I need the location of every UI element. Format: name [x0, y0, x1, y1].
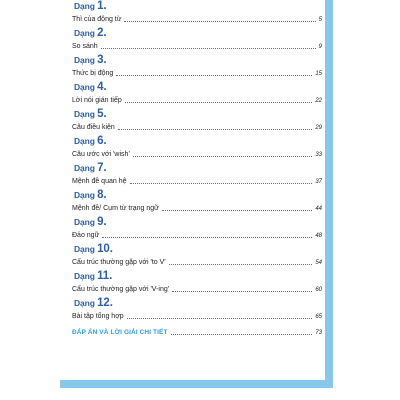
page-number: 9: [318, 44, 322, 50]
page-number: 73: [315, 330, 322, 336]
section-heading: [74, 0, 107, 12]
section-title: Lời nói gián tiếp: [72, 97, 122, 104]
section-number: 12.: [97, 297, 113, 309]
section-title: Đảo ngữ: [72, 232, 100, 239]
toc-entry-1: [72, 0, 322, 27]
section-label: Dạng: [74, 136, 95, 146]
toc-entry-9: [72, 216, 322, 243]
dot-leader: [118, 128, 313, 130]
dot-leader: [127, 317, 313, 319]
toc-entry-7: [72, 162, 322, 189]
section-number: 10.: [97, 243, 113, 255]
dot-leader: [101, 47, 316, 49]
dot-leader: [162, 209, 313, 211]
section-label: Dạng: [74, 271, 95, 281]
section-label: Dạng: [74, 298, 95, 308]
toc-entry-11: [72, 270, 322, 297]
section-label: Dạng: [74, 28, 95, 38]
toc-line[interactable]: [72, 283, 322, 294]
section-heading: [74, 189, 107, 201]
dot-leader: [102, 236, 312, 238]
section-title: Thức bị động: [72, 70, 114, 77]
section-label: Dạng: [74, 217, 95, 227]
toc-entry-8: [72, 189, 322, 216]
section-title: Thì của động từ: [72, 16, 122, 23]
toc-line[interactable]: [72, 94, 322, 105]
section-label: Dạng: [74, 82, 95, 92]
toc-line[interactable]: [72, 256, 322, 267]
section-heading: [74, 297, 113, 309]
dot-leader: [124, 20, 315, 22]
toc-line[interactable]: [72, 175, 322, 186]
toc-line[interactable]: [72, 13, 322, 24]
toc-entry-5: [72, 108, 322, 135]
page-number: 22: [315, 98, 322, 104]
section-number: 8.: [97, 189, 107, 201]
section-label: Dạng: [74, 190, 95, 200]
page-number: 15: [315, 71, 322, 77]
section-title: Câu ước với 'wish': [72, 151, 130, 158]
section-heading: [74, 243, 113, 255]
page-number: 54: [315, 260, 322, 266]
dot-leader: [169, 263, 313, 265]
toc-line[interactable]: [72, 202, 322, 213]
section-number: 3.: [97, 54, 107, 66]
section-number: 6.: [97, 135, 107, 147]
section-number: 5.: [97, 108, 107, 120]
section-label: Dạng: [74, 1, 95, 11]
toc-entry-10: [72, 243, 322, 270]
section-title: So sánh: [72, 43, 98, 50]
section-number: 2.: [97, 27, 107, 39]
section-heading: [74, 270, 112, 282]
dot-leader: [133, 155, 313, 157]
toc-entry-answers: [72, 326, 322, 340]
section-label: Dạng: [74, 244, 95, 254]
section-title: Mệnh đề quan hệ: [72, 178, 127, 185]
section-heading: [74, 27, 107, 39]
section-label: Dạng: [74, 55, 95, 65]
toc-entry-2: [72, 27, 322, 54]
section-label: Dạng: [74, 163, 95, 173]
dot-leader: [172, 290, 312, 292]
section-title: Mệnh đề/ Cụm từ trạng ngữ: [72, 205, 159, 212]
section-title: Cấu trúc thường gặp với 'to V': [72, 259, 166, 266]
page-number: 33: [315, 152, 322, 158]
section-heading: [74, 135, 107, 147]
toc-line[interactable]: [72, 229, 322, 240]
section-heading: [74, 54, 107, 66]
page-number: 48: [315, 233, 322, 239]
table-of-contents: [72, 0, 322, 340]
dot-leader: [171, 333, 313, 335]
section-title: Bài tập tổng hợp: [72, 313, 124, 320]
section-number: 4.: [97, 81, 107, 93]
page-number: 37: [315, 179, 322, 185]
section-number: 9.: [97, 216, 107, 228]
toc-entry-12: [72, 297, 322, 324]
section-number: 7.: [97, 162, 107, 174]
section-heading: [74, 216, 107, 228]
page-number: 29: [315, 125, 322, 131]
section-heading: [74, 81, 107, 93]
toc-line[interactable]: [72, 326, 322, 337]
toc-entry-4: [72, 81, 322, 108]
toc-line[interactable]: [72, 67, 322, 78]
page-number: 60: [315, 287, 322, 293]
toc-line[interactable]: [72, 40, 322, 51]
answers-title: ĐÁP ÁN VÀ LỜI GIẢI CHI TIẾT: [72, 329, 168, 336]
section-title: Câu điều kiện: [72, 124, 115, 131]
section-number: 1.: [97, 0, 107, 12]
dot-leader: [130, 182, 313, 184]
page-number: 65: [315, 314, 322, 320]
section-heading: [74, 108, 107, 120]
dot-leader: [116, 74, 312, 76]
toc-line[interactable]: [72, 310, 322, 321]
toc-entry-6: [72, 135, 322, 162]
page-number: 5: [318, 17, 322, 23]
section-label: Dạng: [74, 109, 95, 119]
toc-entry-3: [72, 54, 322, 81]
section-title: Cấu trúc thường gặp với 'V-ing': [72, 286, 170, 293]
section-heading: [74, 162, 107, 174]
toc-line[interactable]: [72, 121, 322, 132]
dot-leader: [125, 101, 313, 103]
toc-line[interactable]: [72, 148, 322, 159]
section-number: 11.: [97, 270, 113, 282]
page-number: 44: [315, 206, 322, 212]
